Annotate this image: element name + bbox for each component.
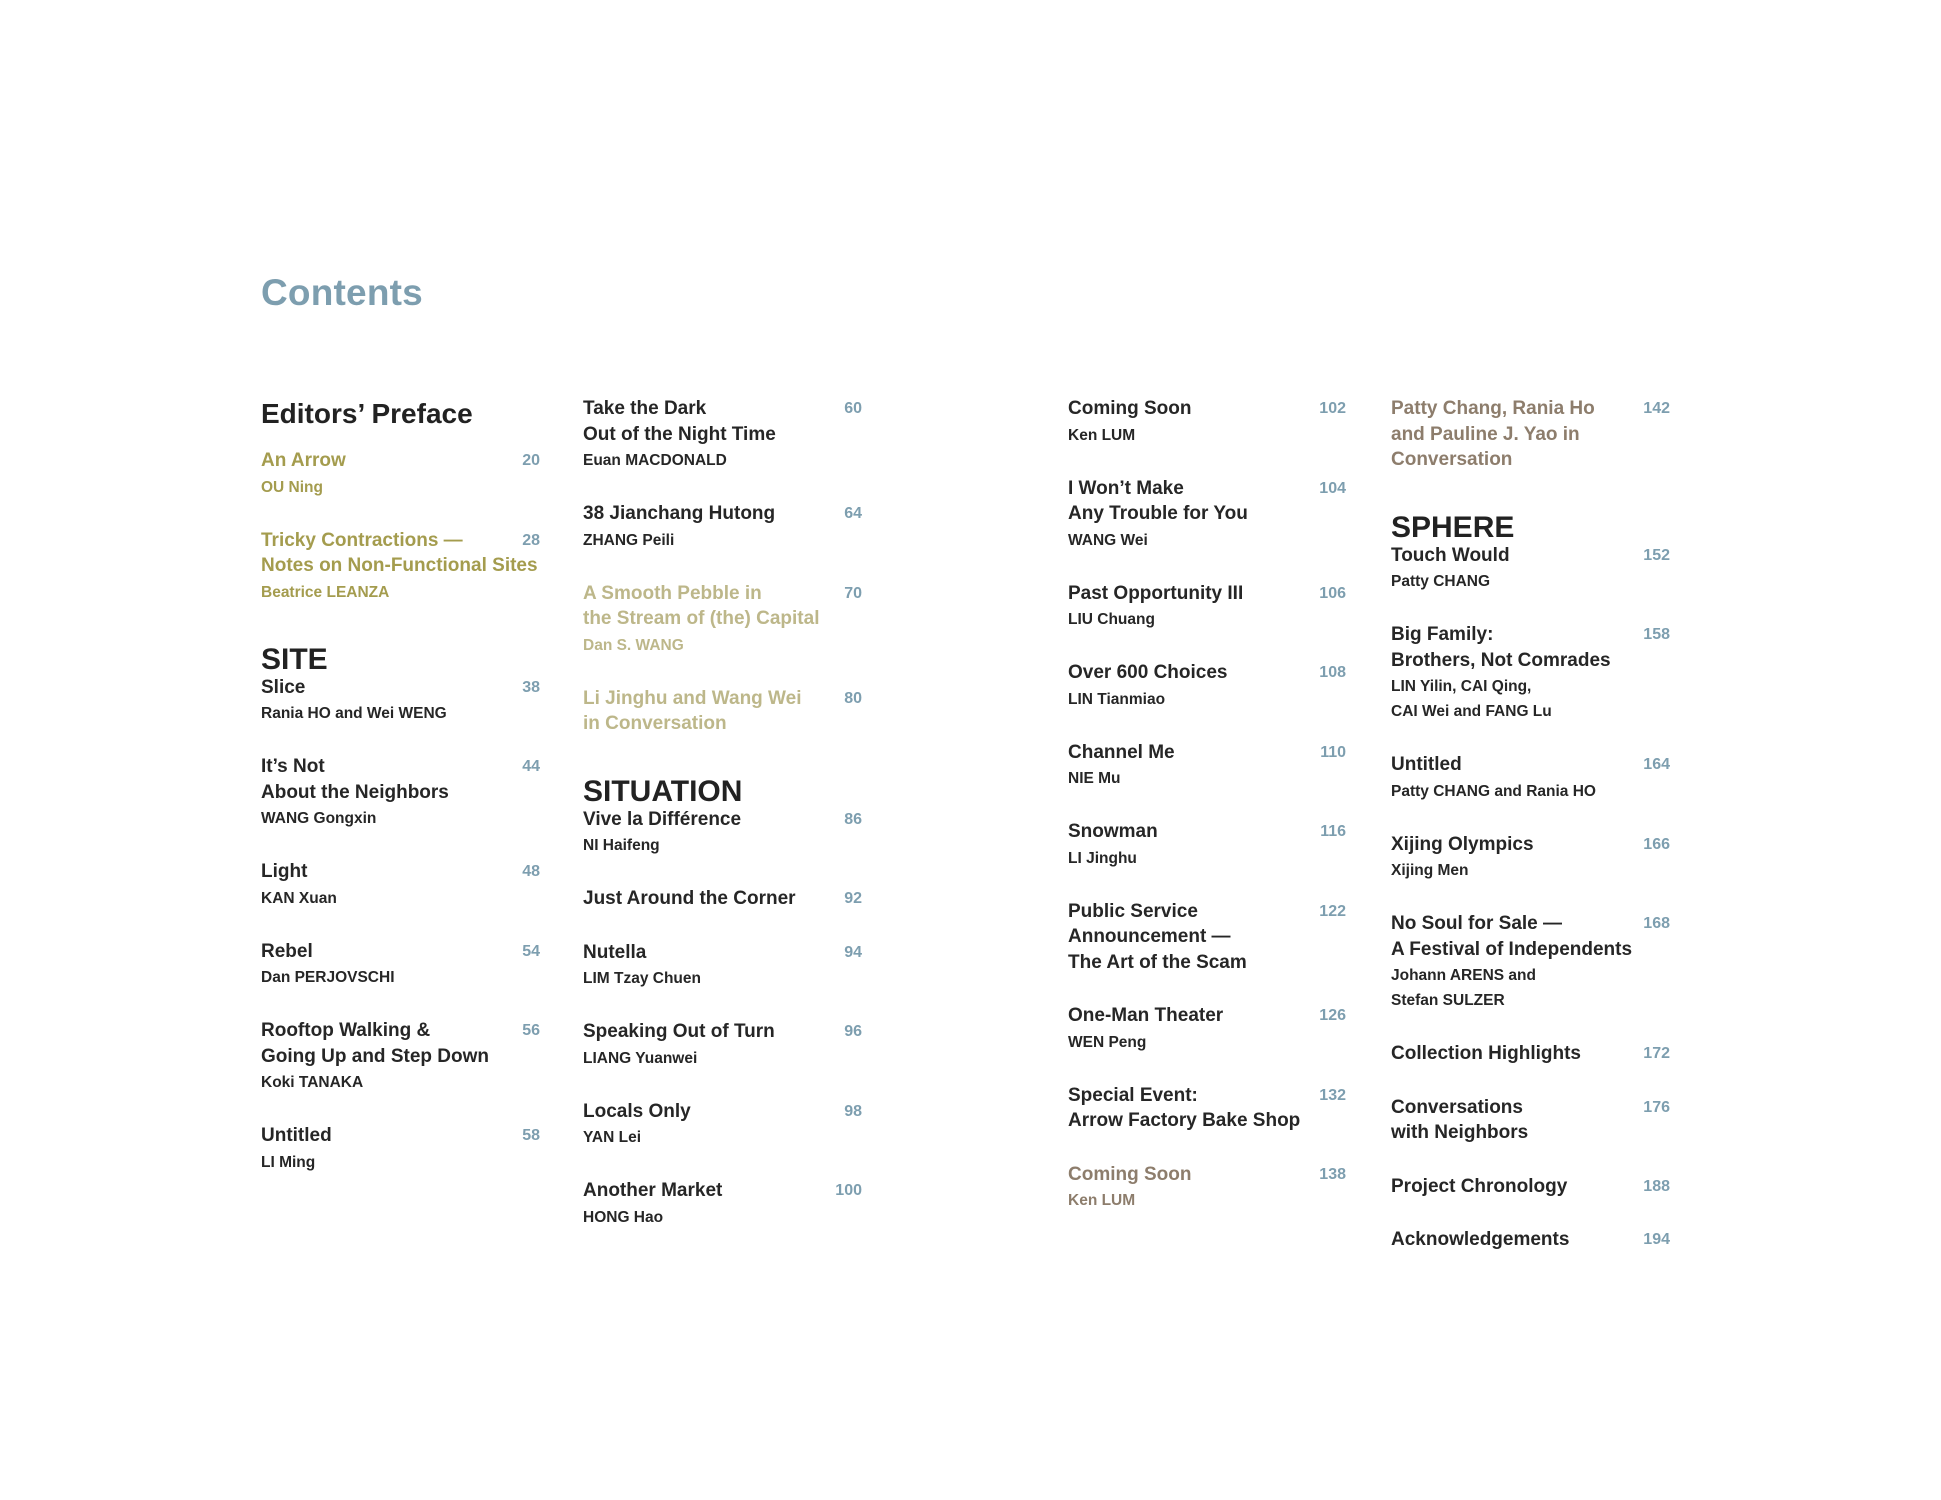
toc-entry[interactable] [261,939,562,991]
page-number: 104 [1319,479,1346,497]
entry-author: YAN Lei [583,1129,642,1146]
page-number: 166 [1643,835,1670,853]
entry-title: Public Service Announcement — The Art of the Scam [1068,900,1247,973]
page-number: 108 [1319,664,1346,681]
entry-title: Coming Soon [1068,1163,1192,1185]
entry-author: LI Jinghu [1068,849,1137,867]
toc-entry[interactable] [261,528,562,605]
toc-entry[interactable] [1068,660,1369,712]
toc-entry[interactable] [1391,911,1692,1013]
entry-title: Light [261,861,308,882]
toc-entry[interactable] [261,1123,562,1175]
toc-group [583,396,884,737]
entry-author: NIE Mu [1068,770,1121,787]
entry-title: An Arrow [261,450,346,471]
page-number: 194 [1643,1231,1670,1248]
entry-title: Touch Would [1391,544,1510,566]
toc-entry[interactable] [583,501,884,553]
entry-author: LIANG Yuanwei [583,1049,698,1067]
entry-author: Koki TANAKA [261,1074,364,1091]
toc-entry[interactable] [1391,1095,1692,1146]
page-number: 48 [522,863,540,880]
entry-title: Tricky Contractions — Notes on Non-Functional Sites [261,529,538,576]
toc-entry[interactable] [1068,740,1369,792]
page-number: 100 [835,1182,862,1199]
toc-entry[interactable] [261,448,562,500]
toc-entry[interactable] [583,1099,884,1151]
toc-entry[interactable] [583,396,884,473]
page-number: 142 [1643,400,1670,417]
entry-title: No Soul for Sale — A Festival of Independents [1391,913,1633,960]
section-heading: SITE [261,642,328,676]
entry-title: Big Family: Brothers, Not Comrades [1391,624,1611,671]
page-number: 64 [844,505,862,522]
entry-title: Snowman [1068,821,1158,842]
page-number: 86 [844,810,862,828]
page-number: 172 [1643,1045,1670,1062]
toc-entry[interactable] [1068,476,1369,553]
entry-author: LIN Tianmiao [1068,690,1166,708]
page-number: 116 [1320,823,1346,840]
toc-entry[interactable] [1068,1083,1369,1134]
entry-author: NI Haifeng [583,837,660,854]
toc-entry[interactable] [1068,1162,1369,1214]
entry-author: Xijing Men [1391,862,1469,879]
page-number: 122 [1319,902,1346,920]
entry-title: Li Jinghu and Wang Wei in Conversation [583,687,802,734]
entry-title: Patty Chang, Rania Ho and Pauline J. Yao in Conversation [1391,398,1595,470]
entry-author: LIN Yilin, CAI Qing, CAI Wei and FANG Lu [1391,678,1552,720]
entry-author: ZHANG Peili [583,531,675,549]
page-number: 110 [1320,743,1346,761]
toc-entry[interactable] [1391,622,1692,724]
toc-entry[interactable] [1391,832,1692,884]
entry-title: I Won’t Make Any Trouble for You [1068,477,1248,524]
entry-title: Nutella [583,941,647,963]
page-number: 56 [522,1022,540,1039]
entry-author: KAN Xuan [261,889,337,907]
toc-entry[interactable] [583,1019,884,1071]
entry-author: LIM Tzay Chuen [583,970,701,987]
toc-column-2 [583,396,884,1230]
section-heading: SPHERE [1391,510,1515,544]
toc-entry[interactable] [1068,819,1369,871]
page-number: 138 [1319,1165,1346,1183]
entry-author: LIU Chuang [1068,611,1155,628]
entry-title: Take the Dark Out of the Night Time [583,398,776,445]
entry-author: OU Ning [261,478,323,496]
entry-title: Slice [261,676,306,698]
page-number: 70 [844,584,862,602]
toc-entry[interactable] [583,807,884,859]
page-number: 176 [1643,1098,1670,1116]
toc-group [261,642,562,1175]
entry-title: Rooftop Walking & Going Up and Step Down [261,1020,489,1067]
toc-group [583,774,884,1230]
toc-entry[interactable] [1068,581,1369,633]
entry-title: Rebel [261,940,313,962]
toc-entry[interactable] [583,686,884,737]
entry-title: Just Around the Corner [583,888,796,909]
entry-author: Euan MACDONALD [583,452,727,469]
entry-author: Patty CHANG [1391,573,1491,590]
toc-entry[interactable] [1391,1174,1692,1200]
page-number: 94 [844,943,862,961]
page-number: 98 [844,1102,862,1120]
toc-entry[interactable] [261,1018,562,1095]
entry-title: Untitled [1391,754,1462,775]
page-title: Contents [261,272,423,313]
toc-entry[interactable] [1068,899,1369,976]
entry-author: Ken LUM [1068,1192,1136,1209]
entry-title: Past Opportunity III [1068,582,1244,604]
page-number: 126 [1319,1007,1346,1024]
page-number: 158 [1643,626,1670,643]
page-number: 92 [844,890,862,907]
toc-entry[interactable] [1391,543,1692,595]
entry-title: Xijing Olympics [1391,833,1534,855]
entry-title: One-Man Theater [1068,1005,1224,1026]
toc-column-3 [1068,396,1369,1213]
entry-author: LI Ming [261,1153,316,1171]
toc-entry[interactable] [1391,752,1692,804]
toc-entry[interactable] [583,940,884,992]
entry-title: Over 600 Choices [1068,662,1228,683]
page-number: 58 [522,1127,540,1144]
toc-entry[interactable] [1391,1227,1692,1253]
page-number: 102 [1319,400,1346,417]
entry-title: Speaking Out of Turn [583,1021,775,1042]
entry-title: Collection Highlights [1391,1043,1581,1064]
entry-title: Coming Soon [1068,398,1192,419]
toc-column-1 [261,396,562,1175]
entry-author: WANG Wei [1068,531,1148,549]
toc-entry[interactable] [583,886,884,912]
page-number: 38 [522,678,540,696]
toc-entry[interactable] [583,1178,884,1230]
entry-title: Locals Only [583,1100,691,1122]
entry-title: Channel Me [1068,741,1175,763]
toc-group [1391,396,1692,473]
page-number: 96 [844,1023,862,1040]
page-number: 168 [1643,915,1670,932]
entry-author: Dan S. WANG [583,636,684,654]
page-number: 44 [522,758,540,775]
section-heading: SITUATION [583,774,743,808]
page-number: 188 [1643,1177,1670,1195]
entry-author: Beatrice LEANZA [261,583,390,601]
toc-entry[interactable] [261,859,562,911]
entry-author: Ken LUM [1068,426,1136,444]
page-number: 60 [844,400,862,417]
entry-author: Dan PERJOVSCHI [261,969,395,986]
toc-group [261,396,562,605]
page-number: 54 [522,942,540,960]
entry-title: Another Market [583,1180,723,1201]
toc-entry[interactable] [261,754,562,831]
entry-title: It’s Not About the Neighbors [261,756,449,803]
entry-author: WANG Gongxin [261,810,377,827]
entry-author: Johann ARENS and Stefan SULZER [1391,967,1536,1009]
preface-heading: Editors’ Preface [261,398,473,429]
toc-column-4 [1391,396,1692,1253]
toc-entry[interactable] [1068,396,1369,448]
toc-entry[interactable] [583,581,884,658]
entry-title: Untitled [261,1125,332,1146]
entry-title: Vive la Différence [583,808,742,830]
entry-title: 38 Jianchang Hutong [583,503,776,524]
page-number: 20 [522,452,540,469]
toc-entry[interactable] [261,675,562,727]
entry-title: Project Chronology [1391,1175,1568,1197]
entry-author: Patty CHANG and Rania HO [1391,782,1596,800]
page-number: 132 [1319,1086,1346,1104]
entry-author: Rania HO and Wei WENG [261,705,447,722]
page-number: 106 [1319,584,1346,602]
page-number: 152 [1643,546,1670,564]
toc-entry[interactable] [1391,396,1692,473]
entry-author: HONG Hao [583,1208,664,1226]
entry-author: WEN Peng [1068,1033,1147,1051]
entry-title: A Smooth Pebble in the Stream of (the) Capital [583,582,820,629]
toc-group [1391,510,1692,1253]
toc-entry[interactable] [1391,1041,1692,1067]
page-number: 164 [1643,756,1670,773]
toc-group [1068,396,1369,1213]
entry-title: Acknowledgements [1391,1229,1570,1250]
entry-title: Conversations with Neighbors [1391,1096,1529,1143]
page-number: 80 [844,689,862,707]
page-number: 28 [522,531,540,549]
toc-entry[interactable] [1068,1003,1369,1055]
entry-title: Special Event: Arrow Factory Bake Shop [1068,1084,1301,1131]
